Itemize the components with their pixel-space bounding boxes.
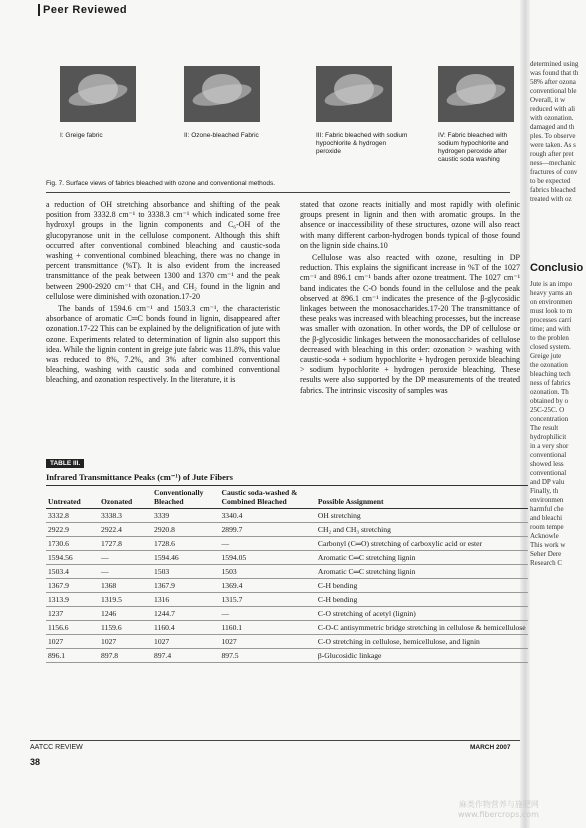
facing-page-line: hydrophilicit (530, 433, 567, 441)
table-cell: OH stretching (316, 509, 528, 523)
facing-page-line: 58% after ozona (530, 78, 576, 86)
paragraph: stated that ozone reacts initially and most rapidly with olefinic groups present in lignin and then with aromatic groups. In the absence or inaccessibility of these structures, ozone will also react with many different carbon-hydrogen bonds typical of those found on the lignin side chains.10 (300, 200, 520, 250)
table-cell: C-H bending (316, 593, 528, 607)
panel-caption: III: Fabric bleached with sodium hypochlorite & hydrogen peroxide (316, 132, 408, 155)
publication-name: AATCC REVIEW (30, 744, 83, 751)
column-header: Untreated (46, 486, 99, 509)
facing-page-line: The result (530, 424, 559, 432)
facing-page-line: closed system. (530, 343, 571, 351)
table-cell: 1027 (152, 635, 219, 649)
facing-page-line: ples. To observe (530, 132, 576, 140)
panel-caption: II: Ozone-bleached Fabric (184, 132, 259, 139)
table-cell: 1728.6 (152, 537, 219, 551)
column-header: Possible Assignment (316, 486, 528, 509)
facing-page-line: Jute is an impo (530, 280, 573, 288)
facing-page-line: environmen (530, 496, 564, 504)
table-cell: β-Glucosidic linkage (316, 649, 528, 663)
right-column (300, 200, 520, 398)
issue-date: MARCH 2007 (470, 744, 511, 751)
facing-page-line: Research C (530, 559, 563, 567)
table-cell: 1727.8 (99, 537, 152, 551)
paragraph: The bands of 1594.6 cm⁻¹ and 1503.3 cm⁻¹, the characteristic absorbance of aromatic C═C bonds found in lignin, disappeared after ozonation.17-22 This can be explained by the delignification of jute with ozone. Experiments related to determination of lignin also support this idea. While the lignin content in greige jute fabric was 11.8%, this value was reduced to 8%, 7.2%, and 3% after combined conventional bleaching, washing with caustic soda and combined conventional bleaching, and ozonation respectively. In the literature, it is (46, 304, 280, 385)
figure-rule (46, 192, 510, 193)
table-cell: — (99, 551, 152, 565)
column-header: Caustic soda-washed & Combined Bleached (220, 486, 316, 509)
table-cell: 1313.9 (46, 593, 99, 607)
table-cell: C-O stretching of acetyl (lignin) (316, 607, 528, 621)
watermark-line: 麻类作物营养与施肥网 (458, 800, 539, 809)
facing-page-line: time; and with (530, 325, 571, 333)
facing-page-line: to the problen (530, 334, 569, 342)
facing-page-line: with ozonation. (530, 114, 574, 122)
table-cell: Carbonyl (C═O) stretching of carboxylic acid or ester (316, 537, 528, 551)
table-cell: Aromatic C═C stretching lignin (316, 551, 528, 565)
facing-page-line: to be expected (530, 177, 571, 185)
table-cell: 1503 (220, 565, 316, 579)
table-row (46, 649, 528, 663)
table-cell: 1594.56 (46, 551, 99, 565)
table-cell: 1027 (99, 635, 152, 649)
facing-page-line: conventional (530, 451, 567, 459)
table-cell: 2922.4 (99, 523, 152, 537)
figure-7 (60, 66, 510, 176)
facing-page-line: Finally, th (530, 487, 559, 495)
facing-page-line: the ozonation (530, 361, 568, 369)
table-cell: 897.4 (152, 649, 219, 663)
table-cell: 1503.4 (46, 565, 99, 579)
table-cell: 1316 (152, 593, 219, 607)
table-cell: 2920.8 (152, 523, 219, 537)
facing-page-line: Acknowle (530, 532, 559, 540)
column-header: Ozonated (99, 486, 152, 509)
fabric-photo-ozone (184, 66, 260, 122)
facing-page-line: conventional (530, 469, 567, 477)
facing-page-line: bleaching tech (530, 370, 571, 378)
page-number: 38 (30, 757, 41, 767)
table-row (46, 593, 528, 607)
table-cell: 1594.46 (152, 551, 219, 565)
facing-page-line: room tempe (530, 523, 564, 531)
table-cell: 1027 (46, 635, 99, 649)
table-cell: 3340.4 (220, 509, 316, 523)
facing-page-line: and bleachi (530, 514, 563, 522)
table-header-row (46, 486, 528, 509)
facing-page-column-top (530, 60, 586, 204)
ir-peaks-table (46, 486, 528, 663)
left-column (46, 200, 280, 388)
facing-page-line: on environmen (530, 298, 573, 306)
facing-page-line: conventional ble (530, 87, 577, 95)
facing-page-line: This work w (530, 541, 566, 549)
facing-page-line: ness of fabrics (530, 379, 571, 387)
table-cell: 3338.3 (99, 509, 152, 523)
fabric-photo-caustic (438, 66, 514, 122)
table-cell: 1503 (152, 565, 219, 579)
table-cell: 1156.6 (46, 621, 99, 635)
facing-page-line: ness—mechanic (530, 159, 576, 167)
column-header: Conventionally Bleached (152, 486, 219, 509)
facing-page-line: were taken. As s (530, 141, 576, 149)
facing-page-line: showed less (530, 460, 564, 468)
figure-caption: Fig. 7. Surface views of fabrics bleached with ozone and conventional methods. (46, 180, 276, 187)
table-row (46, 551, 528, 565)
facing-page-line: fractures of conv (530, 168, 578, 176)
table-cell: — (220, 537, 316, 551)
facing-page-line: harmful che (530, 505, 564, 513)
facing-page-line: reduced with ali (530, 105, 576, 113)
table-cell: 2899.7 (220, 523, 316, 537)
table-cell: 1160.1 (220, 621, 316, 635)
panel-caption: IV: Fabric bleached with sodium hypochlorite and hydrogen peroxide after caustic soda washing (438, 132, 509, 163)
table-label: TABLE III. (46, 459, 84, 468)
facing-page-line: concentration (530, 415, 569, 423)
table-row (46, 635, 528, 649)
facing-page-line: in a very shor (530, 442, 569, 450)
table-title: Infrared Transmittance Peaks (cm⁻¹) of Jute Fibers (46, 472, 528, 486)
table-cell: — (220, 607, 316, 621)
facing-page-line: rough after pret (530, 150, 574, 158)
facing-page-line: and DP valu (530, 478, 565, 486)
table-cell: CH₂ and CH₃ stretching (316, 523, 528, 537)
table-row (46, 509, 528, 523)
facing-page-line: ozonation. Th (530, 388, 569, 396)
fabric-photo-conventional (316, 66, 392, 122)
table-cell: 1319.5 (99, 593, 152, 607)
facing-page-line: fabrics bleached (530, 186, 576, 194)
page-gutter (520, 0, 530, 828)
table-cell: C-H bending (316, 579, 528, 593)
watermark (458, 800, 539, 820)
table-cell: 1368 (99, 579, 152, 593)
table-cell: 1367.9 (46, 579, 99, 593)
facing-page-heading: Conclusio (530, 262, 584, 274)
header-bar (38, 4, 40, 16)
facing-page-line: Greige jute (530, 352, 562, 360)
table-cell: Aromatic C═C stretching lignin (316, 565, 528, 579)
facing-page-line: Overall, it w (530, 96, 566, 104)
table-cell: 1160.4 (152, 621, 219, 635)
panel-caption: I: Greige fabric (60, 132, 103, 139)
facing-page-line: 25C-25C. O (530, 406, 565, 414)
facing-page-line: Seher Dere (530, 550, 562, 558)
table-cell: 897.8 (99, 649, 152, 663)
facing-page-line: processes carri (530, 316, 572, 324)
table-row (46, 579, 528, 593)
table-cell: 3332.8 (46, 509, 99, 523)
table-cell: 1369.4 (220, 579, 316, 593)
table-row (46, 523, 528, 537)
facing-page-line: heavy yarns an (530, 289, 572, 297)
footer-rule (30, 740, 520, 741)
watermark-line: www.fibercrops.com (458, 810, 539, 819)
table-cell: 897.5 (220, 649, 316, 663)
table-cell: C-O stretching in cellulose, hemicellulose, and lignin (316, 635, 528, 649)
facing-page-line: damaged and th (530, 123, 575, 131)
table-cell: 1594.05 (220, 551, 316, 565)
fabric-photo-greige (60, 66, 136, 122)
table-cell: 1315.7 (220, 593, 316, 607)
table-cell: 1027 (220, 635, 316, 649)
table-cell: 1159.6 (99, 621, 152, 635)
facing-page-line: determined using (530, 60, 579, 68)
paragraph: a reduction of OH stretching absorbance and shifting of the peak position from 3332.8 cm⁻¹ to 3338.3 cm⁻¹ which indicated some free hydroxyl groups in the lignin components and C₆-OH of the glucopyranose unit in the cellulose component. Although this shift occurred after conventional combined bleaching and caustic-soda washing + conventional combined bleaching, there was no change in percent transmittance (%T). It is also evident from the increased transmittance of the peak between 1300 and 1370 cm⁻¹ and the peak between 2900-2920 cm⁻¹ that CH₃ and CH₂ found in the lignin and cellulose were diminished with ozonation.17-20 (46, 200, 280, 301)
table-cell: 2922.9 (46, 523, 99, 537)
table-row (46, 607, 528, 621)
table-cell: C-O-C antisymmetric bridge stretching in cellulose & hemicellulose (316, 621, 528, 635)
table-cell: 1237 (46, 607, 99, 621)
table-row (46, 565, 528, 579)
table-row (46, 621, 528, 635)
table-cell: 896.1 (46, 649, 99, 663)
facing-page-line: treated with oz (530, 195, 572, 203)
table-row (46, 537, 528, 551)
section-label: Peer Reviewed (43, 4, 128, 16)
section-header (38, 4, 127, 16)
facing-page-line: was found that th (530, 69, 579, 77)
table-cell: 3339 (152, 509, 219, 523)
table-3 (46, 452, 528, 663)
facing-page-line: must look to m (530, 307, 573, 315)
facing-page-line: obtained by o (530, 397, 569, 405)
facing-page-column-bottom (530, 280, 586, 568)
table-cell: 1730.6 (46, 537, 99, 551)
table-cell: 1244.7 (152, 607, 219, 621)
table-cell: — (99, 565, 152, 579)
paragraph: Cellulose was also reacted with ozone, resulting in DP reduction. This explains the significant increase in %T of the 1027 cm⁻¹ and 896.1 cm⁻¹ bands after ozone treatment. The 1027 cm⁻¹ band indicates the C-O bonds found in the cellulose and the peak observed at 896.1 cm⁻¹ indicates the presence of the β-glycosidic linkages between the monosaccharides.17-20 The transmittance of these peaks was increased with bleaching processes, but the increase was smaller with ozonation. In other words, the DP of cellulose or the β-glycosidic linkages between the monosaccharides of cellulose decreased with bleaching in this order: ozonation > washing with caustic-soda + sodium hypochlorite + hydrogen peroxide bleaching > sodium hypochlorite + hydrogen peroxide bleaching. These results were also supported by the DP measurements of the treated fabrics. The intrinsic viscosity of samples was (300, 253, 520, 395)
table-cell: 1367.9 (152, 579, 219, 593)
table-cell: 1246 (99, 607, 152, 621)
